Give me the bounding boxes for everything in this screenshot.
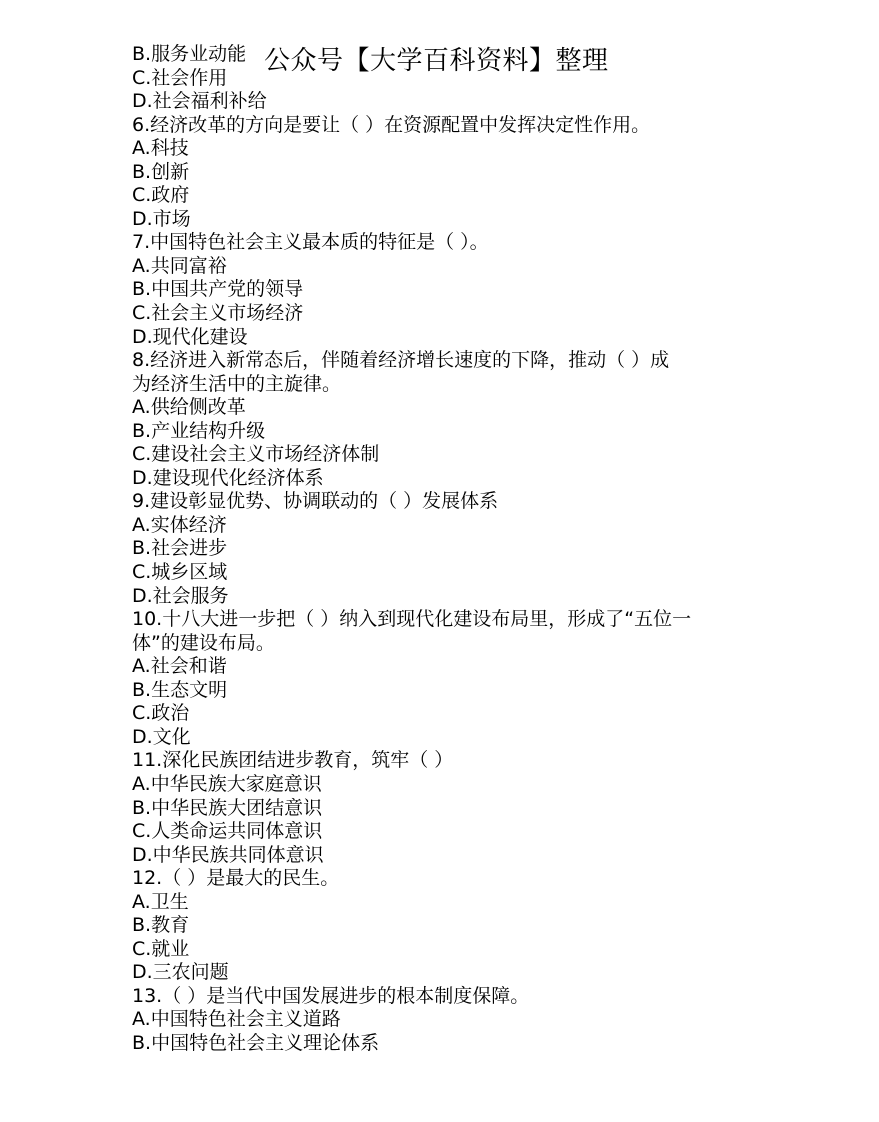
text-line: D.社会服务 (132, 584, 229, 607)
text-line: B.中华民族大团结意识 (132, 796, 323, 819)
text-line: D.现代化建设 (132, 325, 248, 348)
text-line: A.共同富裕 (132, 254, 227, 277)
text-line: 9.建设彰显优势、协调联动的（ ）发展体系 (132, 490, 499, 513)
text-line: B.创新 (132, 160, 190, 183)
text-line: C.人类命运共同体意识 (132, 820, 323, 843)
text-line: 体”的建设布局。 (132, 631, 275, 654)
text-line: A.实体经济 (132, 513, 227, 536)
text-line: A.卫生 (132, 890, 189, 913)
text-line: B.产业结构升级 (132, 419, 266, 442)
text-line: 12.（ ）是最大的民生。 (132, 867, 340, 890)
text-line: B.服务业动能 (132, 43, 247, 65)
text-line: 13.（ ）是当代中国发展进步的根本制度保障。 (132, 984, 530, 1007)
text-line: C.政治 (132, 702, 190, 725)
text-line: C.社会主义市场经济 (132, 302, 304, 325)
text-line: A.社会和谐 (132, 655, 227, 678)
watermark-text: 公众号【大学百科资料】整理 (264, 46, 609, 76)
text-line: D.中华民族共同体意识 (132, 843, 324, 866)
text-line: B.教育 (132, 914, 190, 937)
text-line: B.生态文明 (132, 678, 228, 701)
text-line: 8.经济进入新常态后，伴随着经济增长速度的下降，推动（ ）成 (132, 349, 670, 372)
text-line: D.文化 (132, 725, 191, 748)
text-line: C.社会作用 (132, 66, 228, 89)
text-line: C.就业 (132, 937, 190, 960)
text-line: B.社会进步 (132, 537, 228, 560)
text-line: A.科技 (132, 137, 189, 160)
text-line: 11.深化民族团结进步教育，筑牢（ ） (132, 749, 454, 772)
text-line: 为经济生活中的主旋律。 (132, 372, 342, 395)
text-line: 10.十八大进一步把（ ）纳入到现代化建设布局里，形成了“五位一 (132, 608, 692, 631)
question-text-block (132, 43, 752, 1056)
text-line: A.供给侧改革 (132, 396, 246, 419)
text-line: D.三农问题 (132, 961, 229, 984)
text-line: D.社会福利补给 (132, 90, 267, 113)
text-line: 6.经济改革的方向是要让（ ）在资源配置中发挥决定性作用。 (132, 113, 651, 136)
text-line: A.中华民族大家庭意识 (132, 772, 322, 795)
text-line: C.政府 (132, 184, 190, 207)
text-line: 7.中国特色社会主义最本质的特征是（ ）。 (132, 231, 489, 254)
text-line: D.市场 (132, 207, 191, 230)
text-line: A.中国特色社会主义道路 (132, 1008, 341, 1031)
text-line: C.建设社会主义市场经济体制 (132, 443, 380, 466)
text-line: C.城乡区域 (132, 561, 228, 584)
text-line: B.中国共产党的领导 (132, 278, 304, 301)
text-line: B.中国特色社会主义理论体系 (132, 1031, 380, 1054)
text-line: D.建设现代化经济体系 (132, 466, 324, 489)
